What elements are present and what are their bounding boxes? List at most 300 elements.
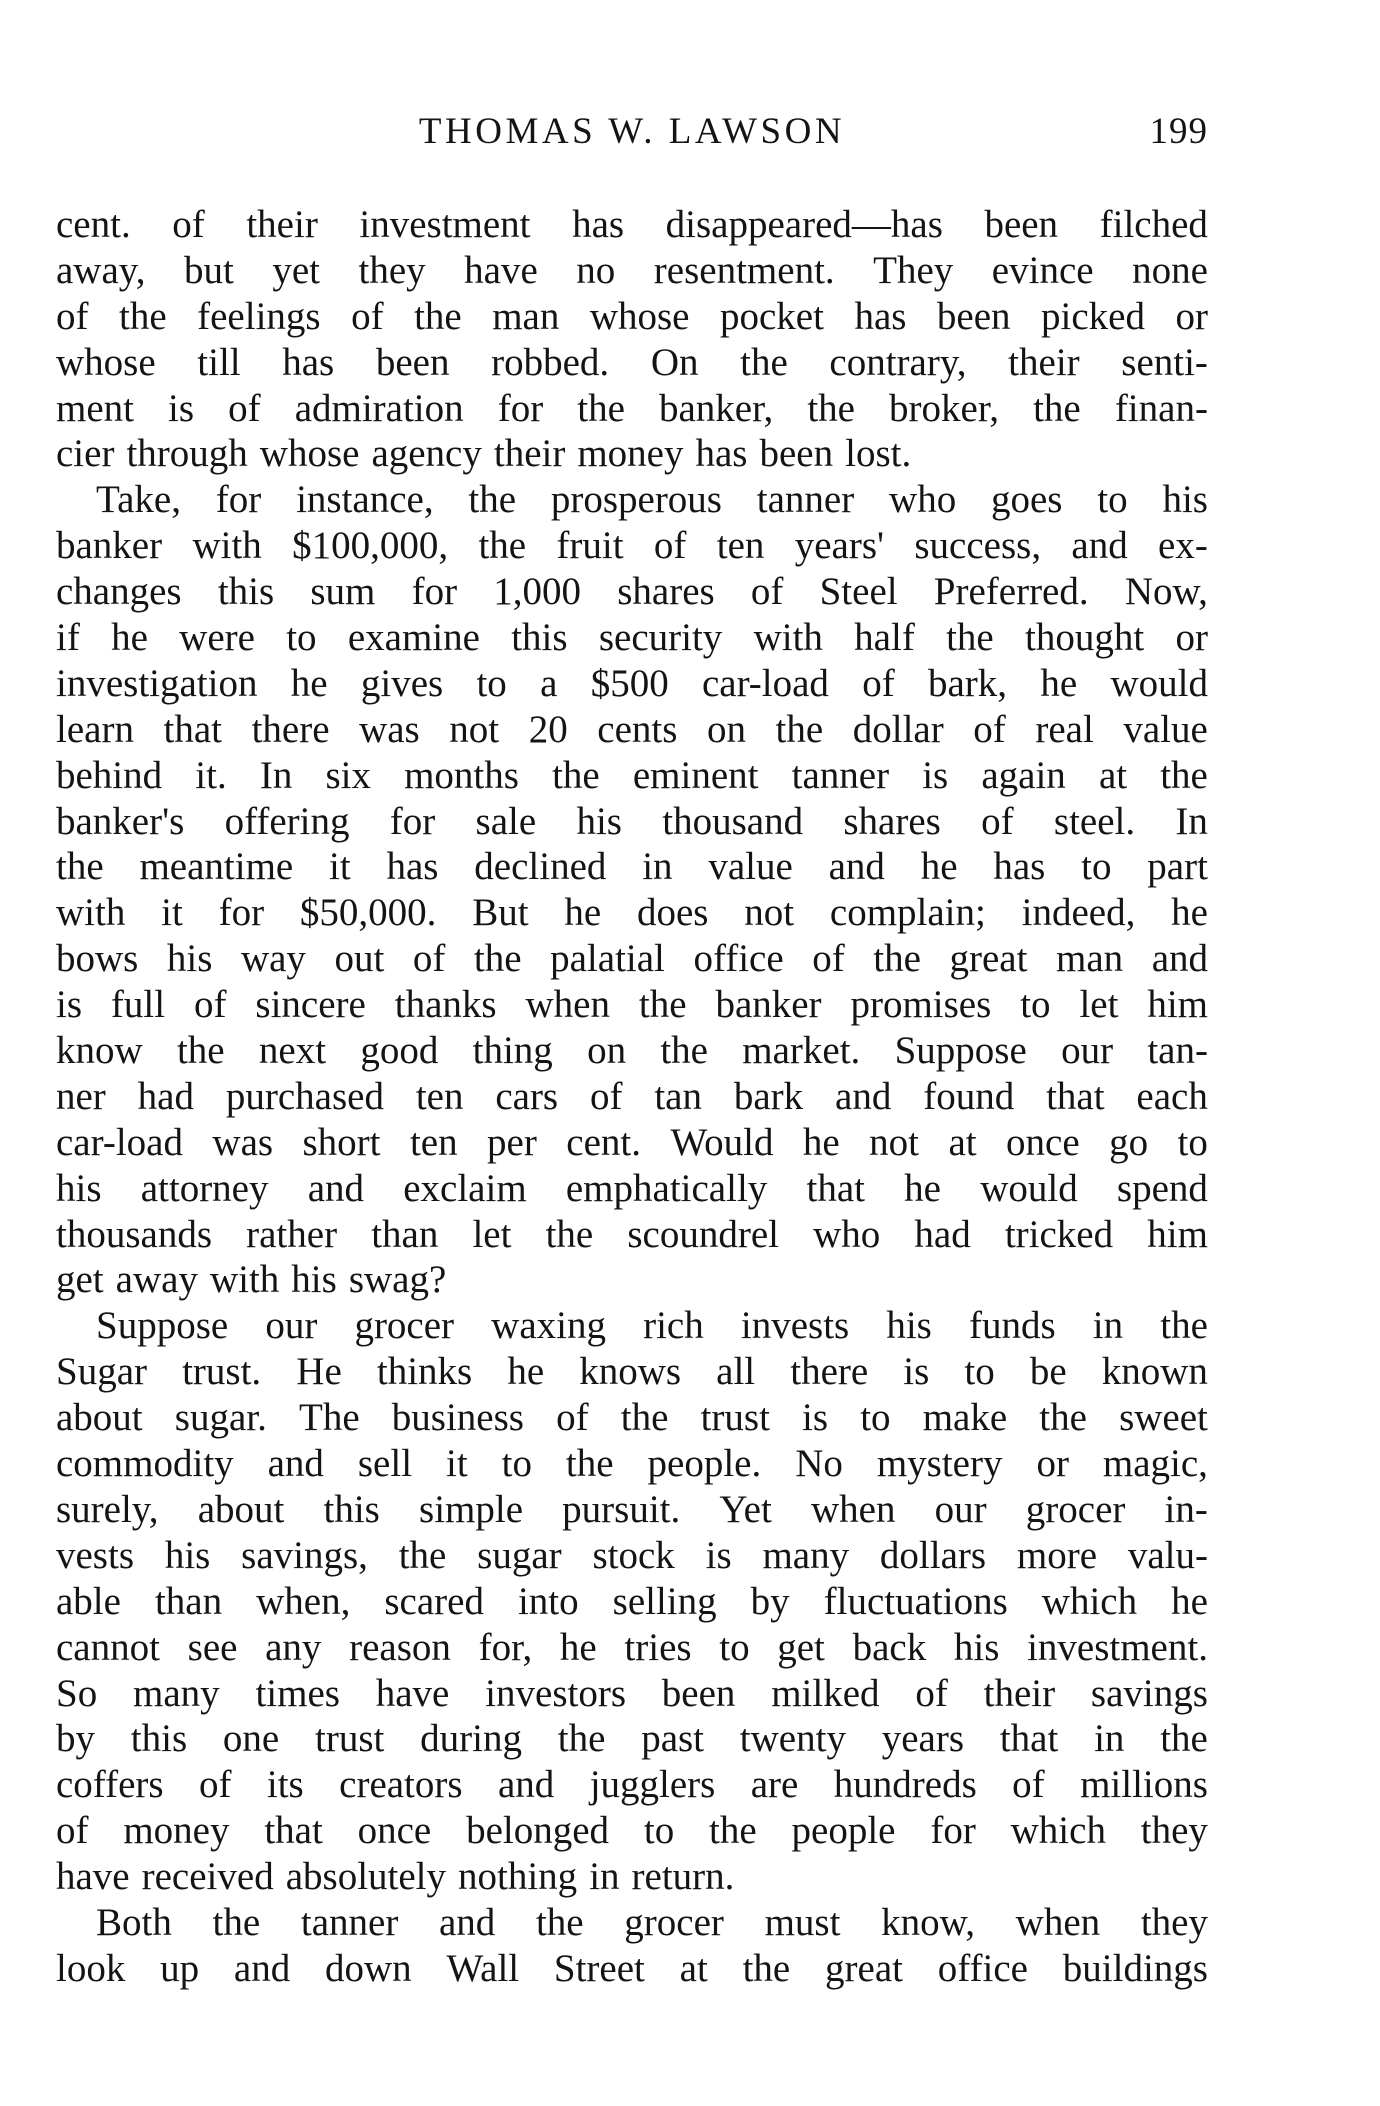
word: goes (991, 478, 1063, 522)
word: during (420, 1717, 522, 1761)
word: people. (647, 1442, 762, 1486)
word: when, (256, 1579, 351, 1623)
text-line (56, 982, 1208, 1028)
word: part (1147, 845, 1208, 889)
word: lost. (845, 432, 912, 476)
word: let (1079, 983, 1119, 1027)
word: ment (56, 386, 134, 430)
text-line (56, 340, 1208, 386)
word: knows (579, 1350, 682, 1394)
word: money (123, 1809, 230, 1853)
word: $50,000. (299, 891, 437, 935)
word: value (1123, 707, 1208, 751)
word: make (922, 1396, 1008, 1440)
word: coffers (56, 1763, 164, 1807)
word: when (1015, 1900, 1101, 1944)
word: evince (991, 248, 1094, 292)
word: cannot (56, 1625, 160, 1669)
word: sell (357, 1442, 413, 1486)
word: have (375, 1671, 450, 1715)
word: shares (617, 570, 715, 614)
word: Suppose (96, 1304, 229, 1348)
word: twenty (739, 1717, 846, 1761)
word: In (1175, 799, 1208, 843)
word: many (133, 1671, 220, 1715)
word: the (557, 1717, 606, 1761)
text-line (56, 707, 1208, 753)
word: have (56, 1855, 130, 1899)
word: away (115, 1258, 198, 1302)
word: that (1046, 1074, 1105, 1118)
text-line (56, 936, 1208, 982)
word: eminent (632, 753, 759, 797)
word: of (412, 937, 446, 981)
word: reason (349, 1625, 451, 1669)
word: been (984, 203, 1059, 246)
word: in (642, 845, 673, 889)
word: through (126, 432, 248, 476)
text-line (56, 799, 1208, 845)
word: his (166, 937, 213, 981)
word: not (744, 891, 795, 935)
word: banker, (658, 386, 774, 430)
word: vests (56, 1533, 134, 1577)
word: broker, (889, 386, 1000, 430)
body-text (56, 202, 1208, 1992)
word: On (650, 340, 699, 384)
word: purchased (225, 1074, 384, 1118)
word: ten (415, 1074, 464, 1118)
word: sincere (255, 983, 366, 1027)
word: on (587, 1029, 627, 1073)
word: years (881, 1717, 965, 1761)
word: and (497, 1763, 555, 1807)
word: the (577, 386, 625, 430)
word: at (1098, 753, 1128, 797)
word: office (693, 937, 784, 981)
word: man (492, 294, 560, 338)
word: resentment. (653, 248, 835, 292)
word: selling (612, 1579, 717, 1623)
word: he (559, 1625, 597, 1669)
word: feelings (197, 294, 321, 338)
word: the (620, 1396, 669, 1440)
word: The (299, 1396, 360, 1440)
word: for (215, 478, 262, 522)
word: found (923, 1074, 1015, 1118)
word: car-load (701, 661, 829, 705)
word: when (525, 983, 610, 1027)
word: Street (553, 1946, 645, 1990)
word: They (873, 248, 954, 292)
word: simple (419, 1487, 524, 1531)
word: in (1092, 1304, 1124, 1348)
word: and (233, 1946, 291, 1990)
word: bark, (928, 661, 1008, 705)
word: to (719, 1625, 750, 1669)
word: thought (1025, 616, 1145, 660)
word: Suppose (894, 1029, 1027, 1073)
text-line (56, 615, 1208, 661)
word: out (334, 937, 385, 981)
word: fluctuations (823, 1579, 1008, 1623)
word: know, (881, 1900, 975, 1944)
word: had (137, 1074, 194, 1118)
text-line (56, 1212, 1208, 1258)
word: are (750, 1763, 799, 1807)
word: banker (715, 983, 822, 1027)
word: thing (472, 1029, 553, 1073)
word: is (922, 753, 949, 797)
word: stock (592, 1533, 675, 1577)
word: the (468, 478, 517, 522)
word: good (360, 1029, 439, 1073)
word: But (472, 891, 529, 935)
word: each (1136, 1074, 1208, 1118)
word: ex- (1158, 524, 1208, 568)
word: been (759, 432, 834, 476)
word: up (160, 1946, 200, 1990)
word: bows (56, 937, 139, 981)
word: fruit (556, 524, 624, 568)
word: his (1162, 478, 1208, 522)
word: rather (246, 1212, 338, 1256)
word: he (1171, 1579, 1208, 1623)
text-line (56, 1762, 1208, 1808)
text-line (56, 844, 1208, 890)
word: its (266, 1763, 304, 1807)
word: ten (716, 524, 765, 568)
word: that (806, 1166, 865, 1210)
word: promises (850, 983, 992, 1027)
word: shares (843, 799, 941, 843)
word: indeed, (1021, 891, 1136, 935)
word: many (762, 1533, 850, 1577)
word: of (198, 1763, 232, 1807)
running-header (56, 108, 1208, 156)
word: of (56, 1809, 89, 1853)
word: swag? (348, 1258, 447, 1302)
word: Both (96, 1900, 172, 1944)
text-line (56, 1028, 1208, 1074)
word: agency (371, 432, 482, 476)
word: of (812, 937, 845, 981)
word: they (1140, 1809, 1208, 1853)
word: admiration (294, 386, 464, 430)
word: robbed. (491, 340, 610, 384)
word: of (351, 294, 384, 338)
word: have (464, 248, 538, 292)
word: success, (914, 524, 1042, 568)
word: about (56, 1396, 143, 1440)
word: full (110, 983, 166, 1027)
word: examine (347, 616, 480, 660)
word: about (197, 1487, 285, 1531)
word: to (476, 661, 507, 705)
word: till (197, 340, 241, 384)
text-line (56, 1625, 1208, 1671)
word: exclaim (403, 1166, 527, 1210)
text-line (56, 1487, 1208, 1533)
word: look (56, 1946, 126, 1990)
word: let (472, 1212, 512, 1256)
word: away, (56, 248, 146, 292)
word: cent. (566, 1120, 641, 1164)
word: who (813, 1212, 881, 1256)
word: get (56, 1258, 104, 1302)
word: of (194, 983, 227, 1027)
word: none (1132, 248, 1208, 292)
word: banker (56, 524, 163, 568)
word: get (777, 1625, 825, 1669)
word: tanner (756, 478, 855, 522)
word: whose (259, 432, 360, 476)
word: his (164, 1533, 211, 1577)
word: at (679, 1946, 708, 1990)
word: to (501, 1442, 532, 1486)
word: it (329, 845, 351, 889)
word: any (265, 1625, 322, 1669)
text-line (56, 661, 1208, 707)
word: once (357, 1809, 432, 1853)
word: this (130, 1717, 188, 1761)
word: spend (1116, 1166, 1208, 1210)
page-number: 199 (1149, 111, 1208, 152)
word: Preferred. (933, 570, 1089, 614)
word: six (325, 753, 371, 797)
word: of (750, 570, 784, 614)
word: the (807, 386, 855, 430)
word: back (852, 1625, 927, 1669)
word: the (1033, 386, 1081, 430)
word: past (641, 1717, 705, 1761)
word: with (753, 616, 823, 660)
word: to (1081, 845, 1112, 889)
word: the (740, 340, 788, 384)
word: of (973, 707, 1006, 751)
word: which (1041, 1579, 1138, 1623)
word: Wall (446, 1946, 520, 1990)
text-line (56, 1854, 1208, 1900)
word: sugar (477, 1533, 562, 1577)
word: it. (195, 753, 227, 797)
word: the (473, 937, 522, 981)
word: the (1039, 1396, 1087, 1440)
word: he (920, 845, 958, 889)
text-line (56, 569, 1208, 615)
word: thanks (394, 983, 497, 1027)
word: dollar (852, 707, 944, 751)
word: sale (475, 799, 537, 843)
text-line (56, 523, 1208, 569)
text-line (56, 202, 1208, 248)
word: return. (631, 1855, 735, 1899)
word: of (556, 1396, 589, 1440)
word: grocer (354, 1304, 455, 1348)
word: once (1006, 1120, 1080, 1164)
word: known (1101, 1350, 1208, 1394)
text-line (56, 477, 1208, 523)
word: car-load (56, 1120, 183, 1164)
word: the (1160, 1304, 1208, 1348)
word: and (1071, 524, 1128, 568)
word: years' (794, 524, 885, 568)
word: him (1147, 983, 1208, 1027)
word: they (358, 248, 426, 292)
text-line (56, 1716, 1208, 1762)
word: whose (589, 294, 690, 338)
word: able (56, 1579, 121, 1623)
word: $100,000, (292, 524, 449, 568)
word: bark (733, 1074, 804, 1118)
word: he (904, 1166, 941, 1210)
running-title: THOMAS W. LAWSON (418, 111, 846, 152)
word: to (964, 1350, 995, 1394)
word: finan- (1114, 386, 1208, 430)
word: nothing (458, 1855, 578, 1899)
word: tries (624, 1625, 692, 1669)
word: next (258, 1029, 327, 1073)
word: ner (56, 1074, 106, 1118)
word: creators (339, 1763, 463, 1807)
word: pursuit. (562, 1487, 681, 1531)
word: has (282, 340, 335, 384)
word: which (1010, 1809, 1106, 1853)
word: belonged (466, 1809, 610, 1853)
word: scared (384, 1579, 484, 1623)
word: would (980, 1166, 1078, 1210)
word: to (860, 1396, 891, 1440)
word: grocer (1025, 1487, 1126, 1531)
word: by (56, 1717, 95, 1761)
word: this (511, 616, 568, 660)
word: to (1020, 983, 1051, 1027)
word: Now, (1124, 570, 1208, 614)
word: it (446, 1442, 468, 1486)
word: all (716, 1350, 756, 1394)
word: milked (771, 1671, 880, 1715)
word: half (854, 616, 915, 660)
word: by (750, 1579, 790, 1623)
word: times (255, 1671, 340, 1715)
word: again (981, 753, 1066, 797)
word: to (1177, 1120, 1208, 1164)
word: thousand (662, 799, 804, 843)
word: for (411, 570, 458, 614)
word: and (828, 845, 885, 889)
word: of (172, 203, 205, 246)
word: been (661, 1671, 736, 1715)
word: more (1016, 1533, 1098, 1577)
word: value (708, 845, 793, 889)
text-line (56, 1303, 1208, 1349)
word: waxing (491, 1304, 606, 1348)
word: commodity (56, 1442, 234, 1486)
text-line (56, 1349, 1208, 1395)
word: So (56, 1671, 98, 1715)
word: he (1171, 891, 1208, 935)
word: is (705, 1533, 732, 1577)
word: the (56, 845, 104, 889)
word: he (290, 661, 328, 705)
word: In (259, 753, 293, 797)
word: banker's (56, 799, 185, 843)
word: investigation (56, 661, 258, 705)
word: one (222, 1717, 280, 1761)
word: is (802, 1396, 829, 1440)
word: been (375, 340, 450, 384)
word: their (493, 432, 566, 476)
text-line (56, 1395, 1208, 1441)
word: been (936, 294, 1011, 338)
word: meantime (139, 845, 294, 889)
word: declined (474, 845, 607, 889)
word: magic, (1102, 1442, 1208, 1486)
word: a (540, 661, 558, 705)
word: or (1175, 616, 1208, 660)
word: 1,000 (493, 570, 582, 614)
word: does (636, 891, 709, 935)
word: know (56, 1029, 143, 1073)
word: contrary, (829, 340, 967, 384)
word: had (914, 1212, 971, 1256)
word: there (251, 707, 330, 751)
word: the (118, 294, 167, 338)
word: and (438, 1900, 496, 1944)
word: office (937, 1946, 1028, 1990)
word: the (660, 1029, 708, 1073)
word: $500 (590, 661, 669, 705)
word: and (267, 1442, 324, 1486)
word: yet (272, 248, 321, 292)
word: the (775, 707, 824, 751)
word: of (981, 799, 1014, 843)
word: has (854, 294, 907, 338)
word: at (948, 1120, 977, 1164)
word: not (869, 1120, 919, 1164)
word: 20 (528, 707, 568, 751)
word: filched (1099, 203, 1208, 246)
word: jugglers (589, 1763, 716, 1807)
word: mystery (876, 1442, 1003, 1486)
word: trust. (182, 1350, 262, 1394)
word: Yet (719, 1487, 772, 1531)
word: were (179, 616, 255, 660)
word: the (1160, 753, 1208, 797)
word: complain; (829, 891, 986, 935)
word: the (176, 1029, 225, 1073)
word: see (187, 1625, 238, 1669)
word: of (56, 294, 89, 338)
word: has (695, 432, 748, 476)
word: down (325, 1946, 412, 1990)
word: sugar. (174, 1396, 267, 1440)
word: real (1035, 707, 1094, 751)
word: hundreds (833, 1763, 977, 1807)
word: buildings (1062, 1946, 1208, 1990)
word: tan- (1147, 1029, 1208, 1073)
word: is (56, 983, 83, 1027)
word: be (1029, 1350, 1067, 1394)
word: Take, (96, 478, 181, 522)
text-line (56, 431, 1208, 477)
word: who (889, 478, 957, 522)
text-line (56, 1808, 1208, 1854)
word: surely, (56, 1487, 159, 1531)
word: he (1040, 661, 1078, 705)
word: investment (359, 203, 531, 246)
word: Steel (819, 570, 898, 614)
